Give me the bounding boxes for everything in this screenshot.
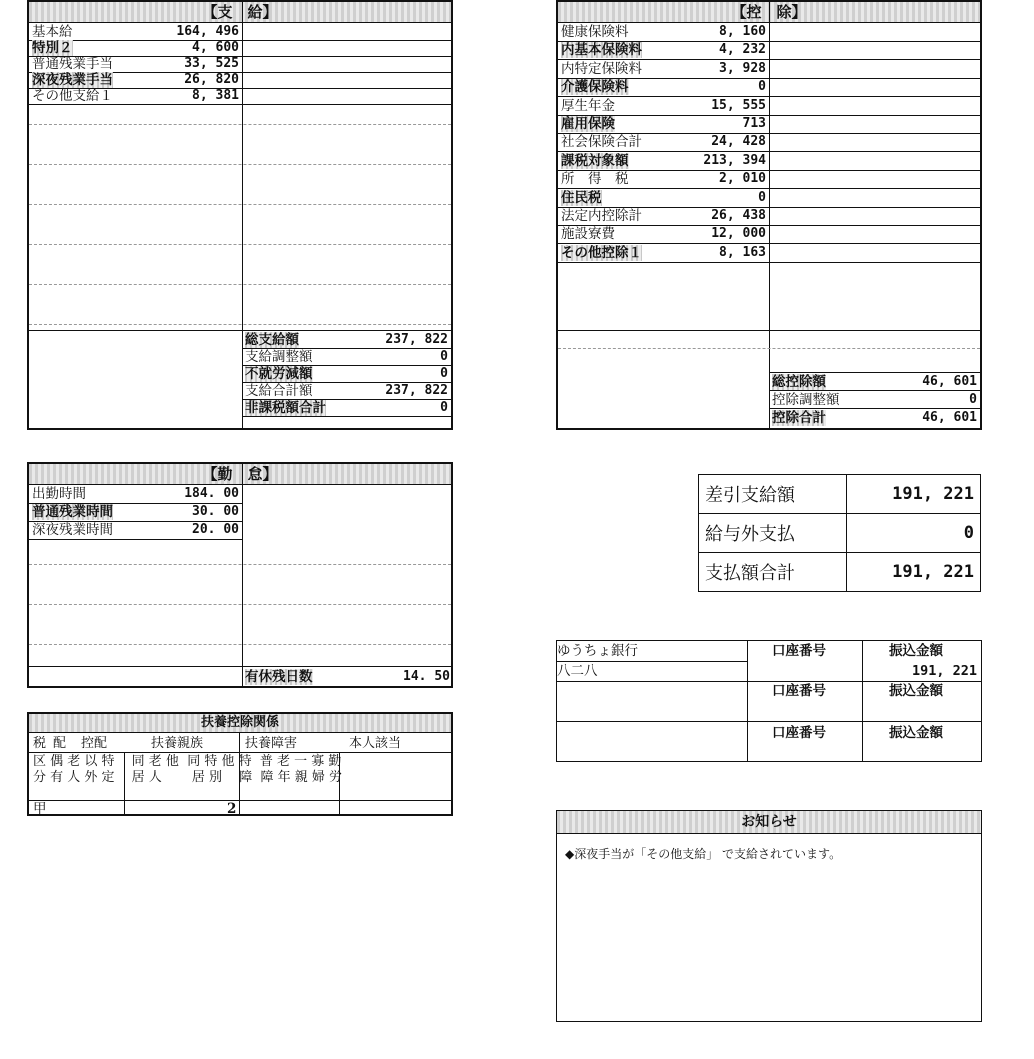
payment-row (29, 24, 242, 40)
deduction-row-label: 厚生年金 (561, 97, 615, 114)
summary-label: 給与外支払 (699, 514, 847, 553)
payment-total-row (242, 366, 451, 382)
dependents-panel (27, 712, 453, 816)
deduction-row-value: 2, 010 (719, 171, 766, 187)
attendance-row-value: 20. 00 (192, 522, 239, 537)
deduction-row (558, 98, 769, 114)
account-label-2: 口座番号 (772, 683, 826, 699)
summary-row (699, 514, 981, 553)
attendance-row-value: 30. 00 (192, 504, 239, 519)
deduction-row-label: 健康保険料 (561, 24, 629, 40)
payment-total-row-label: 非課税額合計 (245, 400, 326, 416)
deduction-row-value: 0 (758, 189, 766, 205)
notice-text: ◆深夜手当が「その他支給」 で支給されています。 (565, 847, 842, 861)
payment-row-label: その他支給１ (32, 88, 113, 104)
dep-h-disability: 扶養障害 (245, 736, 298, 751)
deduction-row-label: 雇用保険 (561, 116, 615, 132)
payment-row-label: 特別２ (32, 40, 73, 56)
deduction-row (558, 42, 769, 58)
payment-total-row (242, 383, 451, 399)
deduction-total-row (769, 410, 980, 426)
payment-row (29, 56, 242, 72)
deduction-row (558, 79, 769, 95)
deduction-row (558, 153, 769, 169)
summary-table (698, 474, 981, 592)
dep-h-tax: 税 (33, 736, 47, 751)
payment-total-row-label: 不就労減額 (245, 366, 313, 382)
dependents-title: 扶養控除関係 (29, 714, 451, 733)
deduction-row-value: 713 (742, 116, 766, 131)
deduction-row (558, 171, 769, 187)
payment-row (29, 72, 242, 88)
deduction-row (558, 226, 769, 242)
attendance-panel (27, 462, 453, 688)
summary-label: 支払額合計 (699, 553, 847, 592)
deduction-row-label: 内基本保険料 (561, 42, 642, 59)
dep-h-self: 本人該当 (349, 736, 402, 751)
deduction-total-row-label: 総控除額 (772, 374, 826, 390)
notice-panel (556, 810, 982, 1022)
payment-total-row-value: 0 (440, 400, 448, 415)
deductions-title: 【控 除】 (558, 2, 980, 23)
deduction-total-row-label: 控除合計 (772, 410, 826, 426)
deduction-row-value: 24, 428 (711, 134, 766, 150)
account-label-1: 口座番号 (772, 643, 826, 659)
dep-h-family: 扶養親族 (151, 736, 204, 751)
paid-leave-label: 有休残日数 (245, 669, 313, 685)
payment-row-value: 26, 820 (184, 72, 239, 87)
payment-total-row (242, 400, 451, 416)
amount-label-2: 振込金額 (889, 683, 943, 699)
summary-row (699, 553, 981, 592)
paid-leave-row (242, 669, 453, 685)
attendance-title: 【勤 怠】 (29, 464, 451, 485)
deduction-total-row-value: 46, 601 (922, 410, 977, 425)
attendance-row-label: 深夜残業時間 (32, 522, 113, 538)
deduction-row (558, 24, 769, 40)
deduction-row-label: 施設寮費 (561, 226, 615, 243)
deduction-row (558, 134, 769, 150)
deduction-row (558, 116, 769, 132)
attendance-row-label: 出勤時間 (32, 486, 86, 502)
deduction-row-label: 所 得 税 (561, 171, 629, 188)
payment-row-label: 深夜残業手当 (32, 72, 113, 88)
deduction-row-value: 15, 555 (711, 97, 766, 113)
bank1-amount: 191, 221 (911, 663, 977, 679)
attendance-row-label: 普通残業時間 (32, 504, 113, 520)
account-label-3: 口座番号 (772, 725, 826, 741)
deduction-row-label: 社会保険合計 (561, 134, 642, 151)
deduction-row-label: 介護保険料 (561, 79, 629, 96)
deduction-total-row (769, 392, 980, 408)
deduction-row-label: 法定内控除計 (561, 208, 642, 224)
payments-panel (27, 0, 453, 430)
summary-value: 191, 221 (847, 553, 981, 592)
summary-value: 191, 221 (847, 475, 981, 514)
payment-row-value: 33, 525 (184, 56, 239, 71)
deduction-total-row-value: 0 (969, 392, 977, 407)
deduction-row-label: 内特定保険料 (561, 60, 642, 77)
deduction-row-value: 12, 000 (711, 226, 766, 242)
deduction-row-label: 課税対象額 (561, 152, 629, 169)
deduction-row (558, 208, 769, 224)
payment-row-value: 4, 600 (192, 40, 239, 55)
payment-total-row-value: 237, 822 (385, 383, 448, 398)
attendance-row-value: 184. 00 (184, 486, 239, 501)
deduction-total-row-value: 46, 601 (922, 374, 977, 389)
deduction-row-value: 8, 160 (719, 24, 766, 39)
attendance-row (29, 522, 242, 538)
payment-row-label: 基本給 (32, 24, 73, 40)
deduction-row-label: その他控除１ (561, 244, 642, 261)
dependents-row1: 区 偶 老 以 特 同 老 他 同 特 他 特 普 老 一 寡 勤 (33, 754, 342, 769)
payment-total-row (242, 349, 451, 365)
deduction-row (558, 190, 769, 206)
payment-row (29, 88, 242, 104)
bank-panel (556, 640, 982, 762)
deduction-row-value: 3, 928 (719, 60, 766, 76)
summary-row (699, 475, 981, 514)
payment-total-row-value: 0 (440, 366, 448, 381)
attendance-row (29, 486, 242, 502)
payment-total-row-value: 0 (440, 349, 448, 364)
deduction-total-row-label: 控除調整額 (772, 392, 840, 408)
payment-row-value: 164, 496 (176, 24, 239, 39)
payment-total-row-label: 支給調整額 (245, 349, 313, 365)
payment-row (29, 40, 242, 56)
summary-label: 差引支給額 (699, 475, 847, 514)
bank2-name: 八二八 (557, 663, 598, 679)
bank1-name: ゆうちょ銀行 (557, 643, 638, 659)
summary-value: 0 (847, 514, 981, 553)
deductions-panel (556, 0, 982, 430)
payment-row-value: 8, 381 (192, 88, 239, 103)
deduction-row-label: 住民税 (561, 189, 602, 206)
deduction-row-value: 0 (758, 79, 766, 95)
dependents-tax-class: 甲 (33, 801, 47, 817)
notice-title: お知らせ (557, 811, 981, 834)
deduction-total-row (769, 374, 980, 390)
attendance-row (29, 504, 242, 520)
payment-total-row-value: 237, 822 (385, 332, 448, 347)
deduction-row (558, 245, 769, 261)
payment-row-label: 普通残業手当 (32, 56, 113, 72)
payments-title: 【支 給】 (29, 2, 451, 23)
payment-total-row-label: 支給合計額 (245, 383, 313, 399)
dep-h-control: 控配 (81, 736, 108, 751)
dependents-count: 2 (227, 801, 237, 817)
deduction-row-value: 26, 438 (711, 208, 766, 223)
deduction-row-value: 8, 163 (719, 244, 766, 260)
payment-total-row (242, 332, 451, 348)
deduction-row (558, 61, 769, 77)
deduction-row-value: 4, 232 (719, 42, 766, 58)
dep-h-spouse: 配 (53, 736, 67, 751)
paid-leave-value: 14. 50 (403, 669, 450, 684)
amount-label-1: 振込金額 (889, 643, 943, 659)
payment-total-row-label: 総支給額 (245, 332, 299, 348)
dependents-row2: 分 有 人 外 定 居 人 居 別 障 障 年 親 婦 労 (33, 770, 342, 785)
deduction-row-value: 213, 394 (703, 152, 766, 168)
amount-label-3: 振込金額 (889, 725, 943, 741)
